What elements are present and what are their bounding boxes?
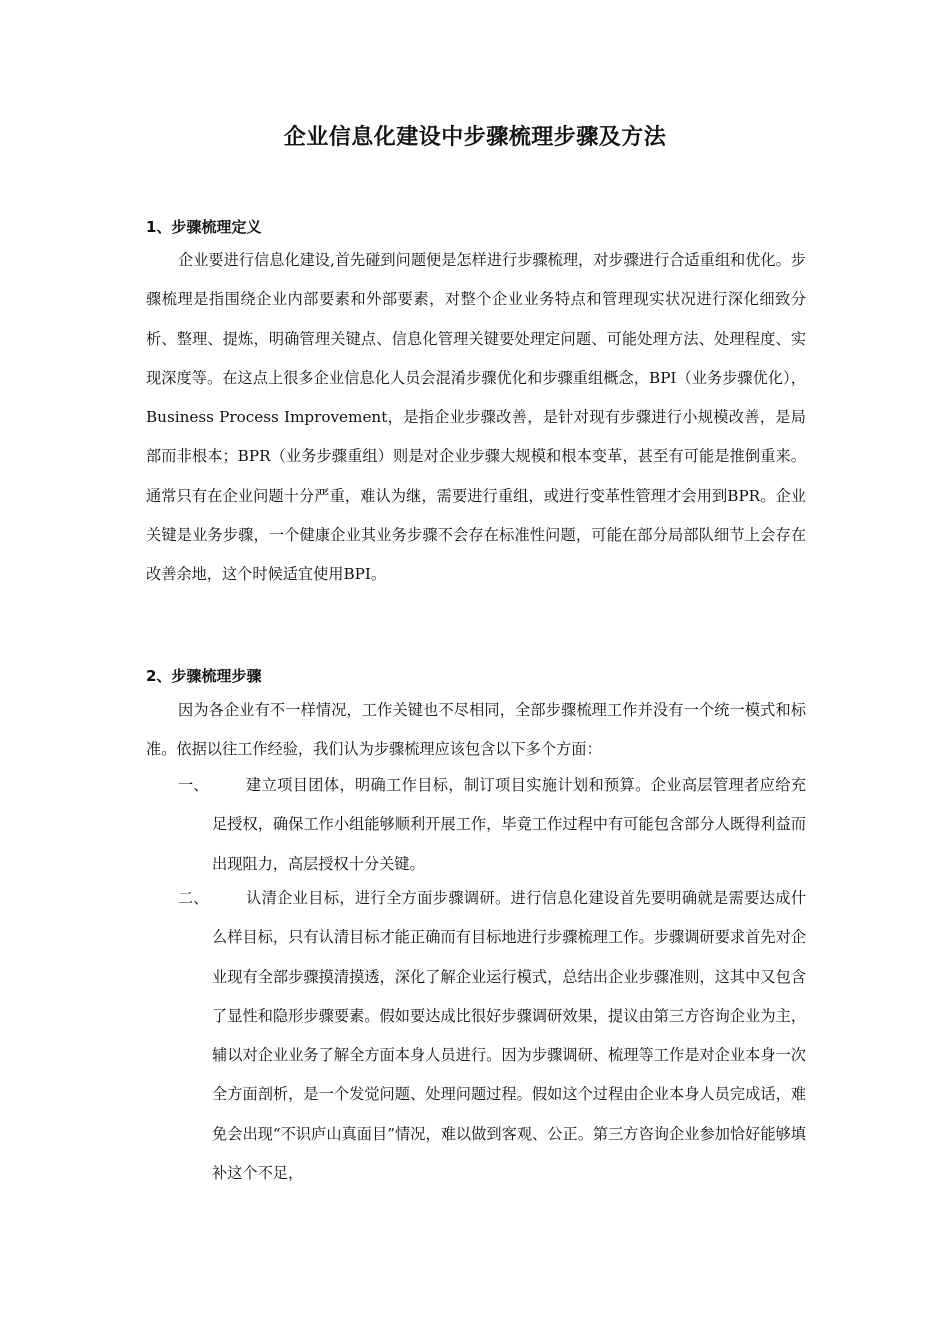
list-item <box>178 766 806 884</box>
list-item-text: 建立项目团体，明确工作目标，制订项目实施计划和预算。企业高层管理者应给充足授权，确保工作小组能够顺利开展工作，毕竟工作过程中有可能包含部分人既得利益而出现阻力，高层授权十分关键。 <box>212 776 806 873</box>
section-1-heading: 1、步骤梳理定义 <box>146 218 262 236</box>
section-1-paragraph: 企业要进行信息化建设,首先碰到问题便是怎样进行步骤梳理，对步骤进行合适重组和优化。步骤梳理是指围绕企业内部要素和外部要素，对整个企业业务特点和管理现实状况进行深化细致分析、整理、提炼，明确管理关键点、信息化管理关键要处理定问题、可能处理方法、处理程度、实现深度等。在这点上很多企业信息化人员会混淆步骤优化和步骤重组概念，BPI（业务步骤优化），Business Process Improvement，是指企业步骤改善，是针对现有步骤进行小规模改善，是局部而非根本；BPR（业务步骤重组）则是对企业步骤大规模和根本变革，甚至有可能是推倒重来。通常只有在企业问题十分严重，难认为继，需要进行重组，或进行变革性管理才会用到BPR。企业关键是业务步骤，一个健康企业其业务步骤不会存在标准性问题，可能在部分局部队细节上会存在改善余地，这个时候适宜使用BPI。 <box>146 251 806 584</box>
document-title: 企业信息化建设中步骤梳理步骤及方法 <box>283 125 667 150</box>
list-item <box>178 879 806 1193</box>
list-item-number: 二、 <box>178 889 209 907</box>
list-item-text: 认清企业目标，进行全方面步骤调研。进行信息化建设首先要明确就是需要达成什么样目标，只有认清目标才能正确而有目标地进行步骤梳理工作。步骤调研要求首先对企业现有全部步骤摸清摸透，深化了解企业运行模式，总结出企业步骤准则，这其中又包含了显性和隐形步骤要素。假如要达成比很好步骤调研效果，提议由第三方咨询企业为主，辅以对企业业务了解全方面本身人员进行。因为步骤调研、梳理等工作是对企业本身一次全方面剖析，是一个发觉问题、处理问题过程。假如这个过程由企业本身人员完成话，难免会出现“不识庐山真面目”情况，难以做到客观、公正。第三方咨询企业参加恰好能够填补这个不足， <box>212 889 806 1183</box>
section-2-paragraph: 因为各企业有不一样情况，工作关键也不尽相同，全部步骤梳理工作并没有一个统一模式和标准。依据以往工作经验，我们认为步骤梳理应该包含以下多个方面： <box>146 701 806 759</box>
list-item-number: 一、 <box>178 776 209 794</box>
section-2-heading: 2、步骤梳理步骤 <box>146 667 262 685</box>
